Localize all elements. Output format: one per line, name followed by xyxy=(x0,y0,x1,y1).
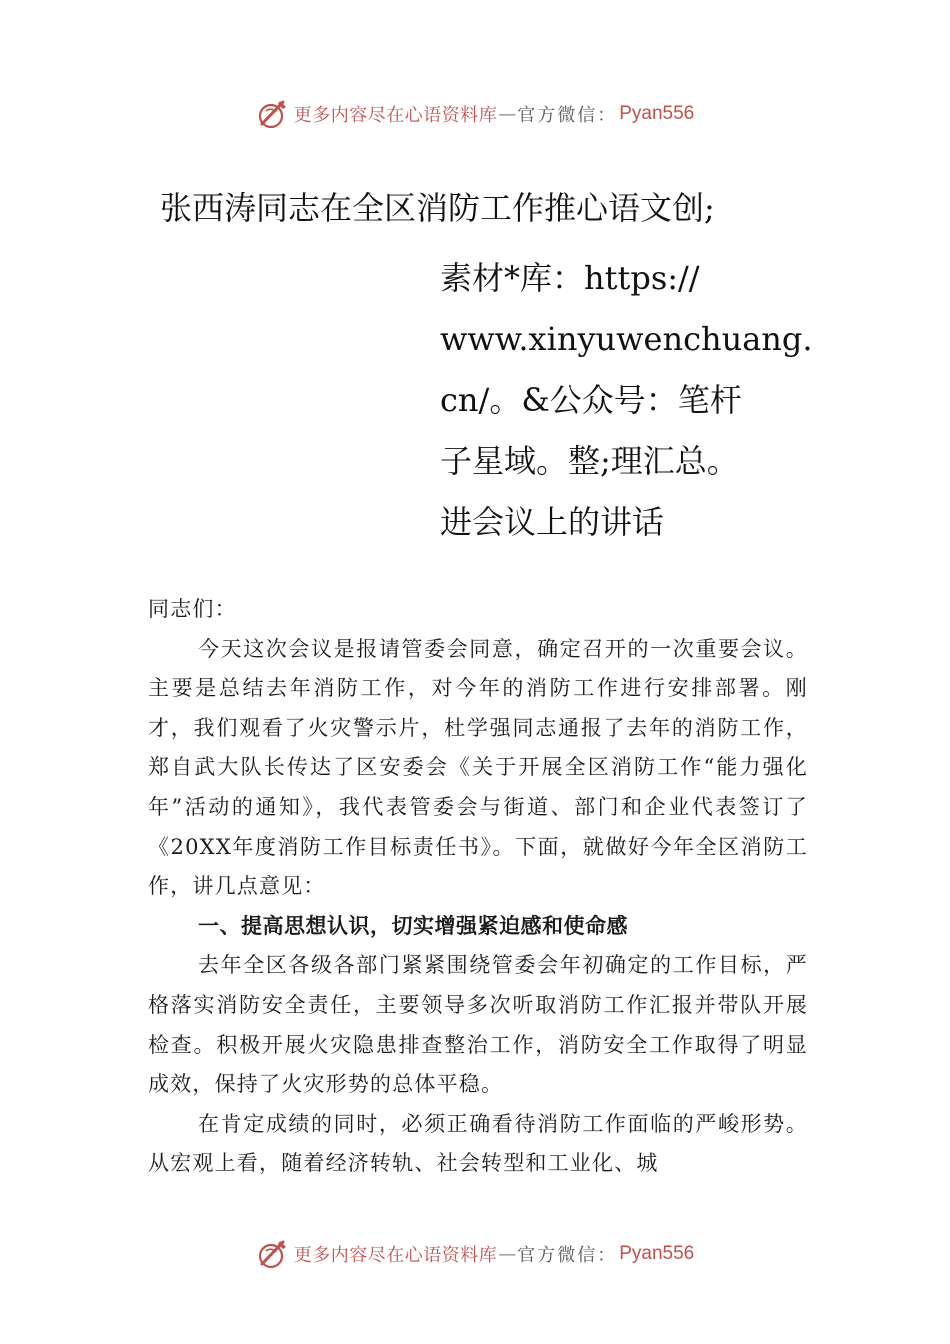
title-line: 进会议上的讲话 xyxy=(440,503,665,541)
document-title-line1: 张西涛同志在全区消防工作推心语文创; xyxy=(160,189,715,227)
footer-banner xyxy=(0,1236,950,1272)
pen-logo-icon xyxy=(256,97,290,131)
section-heading-1: 一、提高思想认识，切实增强紧迫感和使命感 xyxy=(198,913,628,938)
pen-logo-icon xyxy=(256,1237,290,1271)
document-body xyxy=(148,590,808,1184)
title-line: 子星域。整;理汇总。 xyxy=(440,442,739,480)
banner-wechat-id: Pyan556 xyxy=(619,1243,695,1264)
title-line: www.xinyuwenchuang. xyxy=(440,320,813,358)
banner-wechat-label: 官方微信： xyxy=(517,1245,618,1266)
document-title-continued xyxy=(440,248,860,553)
banner-main-text: 更多内容尽在心语资料库 xyxy=(293,1245,498,1266)
banner-main-text: 更多内容尽在心语资料库 xyxy=(293,105,498,126)
banner-separator: — xyxy=(498,103,517,125)
header-banner xyxy=(0,96,950,132)
banner-wechat-label: 官方微信： xyxy=(517,105,618,126)
title-line: cn/。&公众号：笔杆 xyxy=(440,381,742,419)
salutation: 同志们： xyxy=(148,597,237,621)
title-line: 素材*库：https:// xyxy=(440,259,700,297)
paragraph-1: 今天这次会议是报请管委会同意，确定召开的一次重要会议。主要是总结去年消防工作，对今年的消防工作进行安排部署。刚才，我们观看了火灾警示片，杜学强同志通报了去年的消防工作，郑自武大队长传达了区安委会《关于开展全区消防工作“能力强化年”活动的通知》，我代表管委会与街道、部门和企业代表签订了《20XX年度消防工作目标责任书》。下面，就做好今年全区消防工作，讲几点意见： xyxy=(148,636,808,899)
banner-separator: — xyxy=(498,1243,517,1265)
banner-wechat-id: Pyan556 xyxy=(619,103,695,124)
paragraph-2: 去年全区各级各部门紧紧围绕管委会年初确定的工作目标，严格落实消防安全责任，主要领导多次听取消防工作汇报并带队开展检查。积极开展火灾隐患排查整治工作，消防安全工作取得了明显成效，保持了火灾形势的总体平稳。 xyxy=(148,953,808,1097)
paragraph-3: 在肯定成绩的同时，必须正确看待消防工作面临的严峻形势。从宏观上看，随着经济转轨、社会转型和工业化、城 xyxy=(148,1111,808,1176)
